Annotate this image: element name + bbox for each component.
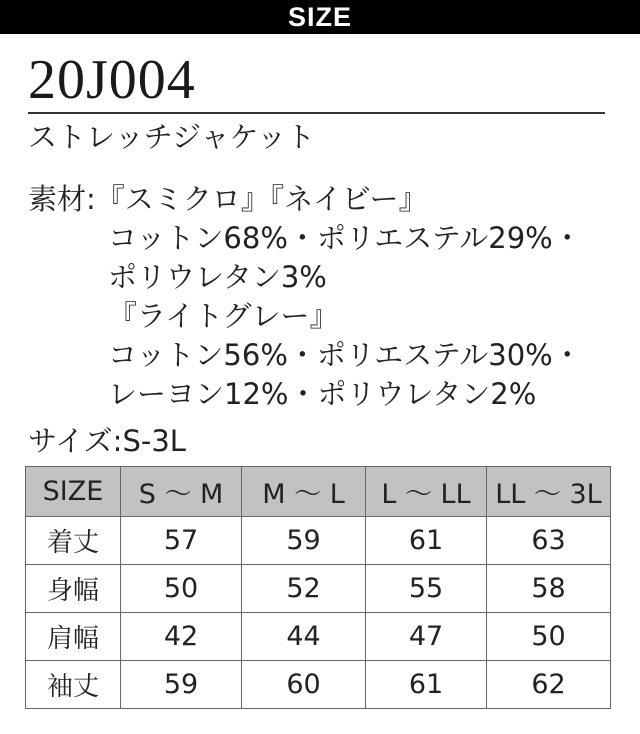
size-table: [25, 466, 611, 709]
table-row-label: 肩幅: [26, 613, 121, 661]
table-row-label: 着丈: [26, 517, 121, 565]
materials-line-6: レーヨン12%・ポリウレタン2%: [108, 377, 537, 411]
materials-line-5: コットン56%・ポリエステル30%・: [108, 338, 582, 372]
table-cell: 63: [487, 517, 611, 565]
product-name: ストレッチジャケット: [28, 120, 316, 154]
materials-line-2: コットン68%・ポリエステル29%・: [108, 221, 582, 255]
model-number: 20J004: [28, 49, 196, 111]
materials-line-1: 素材:『スミクロ』『ネイビー』: [28, 182, 428, 216]
table-header-cell: SIZE: [26, 467, 121, 517]
table-header-cell: L 〜 LL: [366, 467, 487, 517]
banner-title: SIZE: [287, 1, 352, 32]
table-header-cell: M 〜 L: [242, 467, 366, 517]
table-cell: 60: [242, 661, 366, 709]
table-cell: 50: [121, 565, 242, 613]
table-header-cell: S 〜 M: [121, 467, 242, 517]
table-cell: 58: [487, 565, 611, 613]
size-range: サイズ:S-3L: [28, 424, 186, 458]
table-cell: 62: [487, 661, 611, 709]
table-header-row: [26, 467, 611, 517]
table-row: [26, 565, 611, 613]
materials-line-4: 『ライトグレー』: [108, 299, 339, 333]
table-cell: 47: [366, 613, 487, 661]
table-cell: 52: [242, 565, 366, 613]
table-row-label: 身幅: [26, 565, 121, 613]
table-cell: 44: [242, 613, 366, 661]
table-cell: 59: [242, 517, 366, 565]
materials-line-3: ポリウレタン3%: [108, 260, 327, 294]
table-cell: 50: [487, 613, 611, 661]
size-banner: [0, 0, 640, 34]
table-cell: 42: [121, 613, 242, 661]
table-cell: 57: [121, 517, 242, 565]
table-cell: 61: [366, 517, 487, 565]
title-divider: [28, 112, 605, 114]
table-row: [26, 517, 611, 565]
table-cell: 61: [366, 661, 487, 709]
table-header-cell: LL 〜 3L: [487, 467, 611, 517]
table-cell: 55: [366, 565, 487, 613]
table-row-label: 袖丈: [26, 661, 121, 709]
table-row: [26, 661, 611, 709]
table-cell: 59: [121, 661, 242, 709]
table-row: [26, 613, 611, 661]
materials-block: [28, 180, 628, 414]
